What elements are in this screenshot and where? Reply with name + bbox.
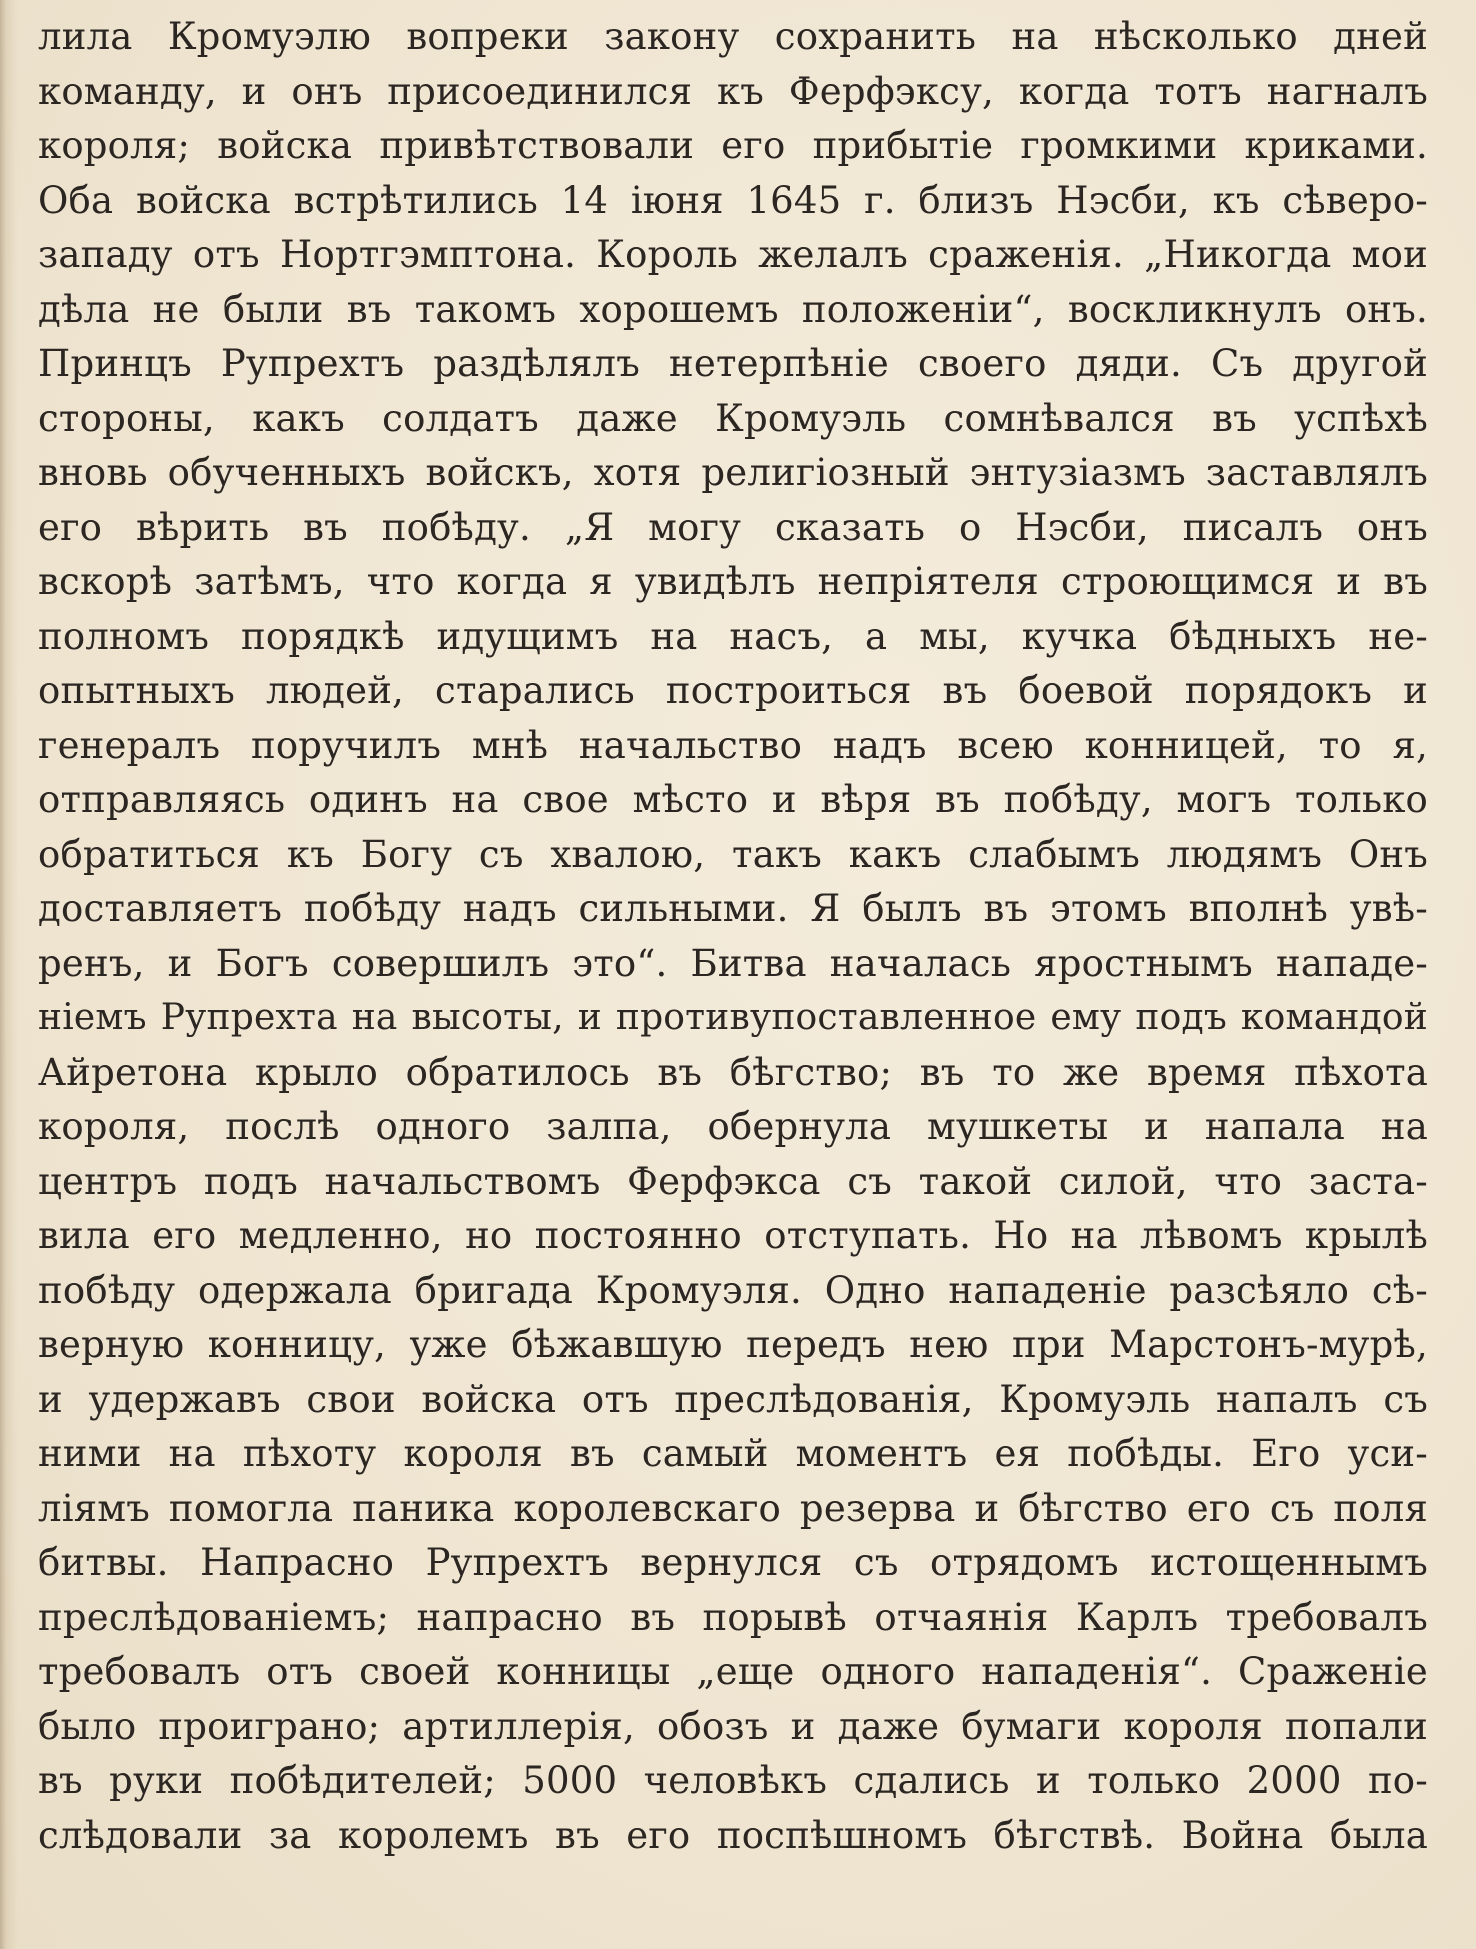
text-line-9: вновь обученныхъ войскъ, хотя религіозный энтузіазмъ заставлялъ xyxy=(38,451,1428,494)
text-line-20: Айретона крыло обратилось въ бѣгство; въ то же время пѣхота xyxy=(38,1050,1428,1094)
text-line-16: обратиться къ Богу съ хвалою, такъ какъ слабымъ людямъ Онъ xyxy=(38,832,1428,876)
text-line-28: ліямъ помогла паника королевскаго резерва и бѣгство его съ поля xyxy=(38,1486,1428,1530)
text-line-14: генералъ поручилъ мнѣ начальство надъ всею конницей, то я, xyxy=(38,723,1428,767)
text-line-8: стороны, какъ солдатъ даже Кромуэль сомнѣвался въ успѣхѣ xyxy=(38,396,1428,440)
text-line-18: ренъ, и Богъ совершилъ это“. Битва началась яростнымъ нападе- xyxy=(38,941,1428,985)
text-line-34: слѣдовали за королемъ въ его поспѣшномъ бѣгствѣ. Война была xyxy=(38,1813,1428,1857)
text-line-15: отправляясь одинъ на свое мѣсто и вѣря въ побѣду, могъ только xyxy=(38,778,1428,821)
text-line-6: дѣла не были въ такомъ хорошемъ положеніи“, воскликнулъ онъ. xyxy=(38,287,1428,331)
text-line-23: вила его медленно, но постоянно отступать. Но на лѣвомъ крылѣ xyxy=(38,1214,1428,1257)
text-line-19: ніемъ Рупрехта на высоты, и противупоставленное ему подъ командой xyxy=(38,997,1428,1038)
text-line-13: опытныхъ людей, старались построиться въ боевой порядокъ и xyxy=(38,669,1428,712)
text-line-25: верную конницу, уже бѣжавшую передъ нею при Марстонъ-мурѣ, xyxy=(38,1323,1428,1366)
text-line-27: ними на пѣхоту короля въ самый моментъ ея побѣды. Его уси- xyxy=(38,1432,1428,1475)
text-line-12: полномъ порядкѣ идущимъ на насъ, а мы, кучка бѣдныхъ не- xyxy=(38,614,1428,658)
text-line-29: битвы. Напрасно Рупрехтъ вернулся съ отрядомъ истощеннымъ xyxy=(38,1541,1428,1584)
text-line-17: доставляетъ побѣду надъ сильными. Я былъ въ этомъ вполнѣ увѣ- xyxy=(38,887,1428,930)
text-line-2: команду, и онъ присоединился къ Ферфэксу, когда тотъ нагналъ xyxy=(38,69,1428,113)
text-line-21: короля, послѣ одного залпа, обернула мушкеты и напала на xyxy=(38,1105,1428,1148)
text-line-10: его вѣрить въ побѣду. „Я могу сказать о Нэсби, писалъ онъ xyxy=(38,505,1428,549)
text-line-22: центръ подъ начальствомъ Ферфэкса съ такой силой, что заста- xyxy=(38,1159,1428,1203)
text-line-1: лила Кромуэлю вопреки закону сохранить на нѣсколько дней xyxy=(38,15,1428,58)
text-line-24: побѣду одержала бригада Кромуэля. Одно нападеніе разсѣяло сѣ- xyxy=(38,1268,1428,1312)
text-line-4: Оба войска встрѣтились 14 іюня 1645 г. близъ Нэсби, къ сѣверо- xyxy=(38,178,1428,222)
text-line-31: требовалъ отъ своей конницы „еще одного нападенія“. Сраженіе xyxy=(38,1650,1428,1693)
text-line-30: преслѣдованіемъ; напрасно въ порывѣ отчаянія Карлъ требовалъ xyxy=(38,1595,1428,1639)
text-line-3: короля; войска привѣтствовали его прибытіе громкими криками. xyxy=(38,124,1428,167)
text-line-11: вскорѣ затѣмъ, что когда я увидѣлъ непріятеля строющимся и въ xyxy=(38,560,1428,603)
text-line-26: и удержавъ свои войска отъ преслѣдованія, Кромуэль напалъ съ xyxy=(38,1377,1428,1421)
text-line-32: было проиграно; артиллерія, обозъ и даже бумаги короля попали xyxy=(38,1704,1428,1748)
text-line-33: въ руки побѣдителей; 5000 человѣкъ сдались и только 2000 по- xyxy=(38,1759,1428,1802)
text-line-5: западу отъ Нортгэмптона. Король желалъ сраженія. „Никогда мои xyxy=(38,233,1428,276)
body-text xyxy=(38,10,1428,1863)
text-line-7: Принцъ Рупрехтъ раздѣлялъ нетерпѣніе своего дяди. Съ другой xyxy=(38,342,1428,385)
